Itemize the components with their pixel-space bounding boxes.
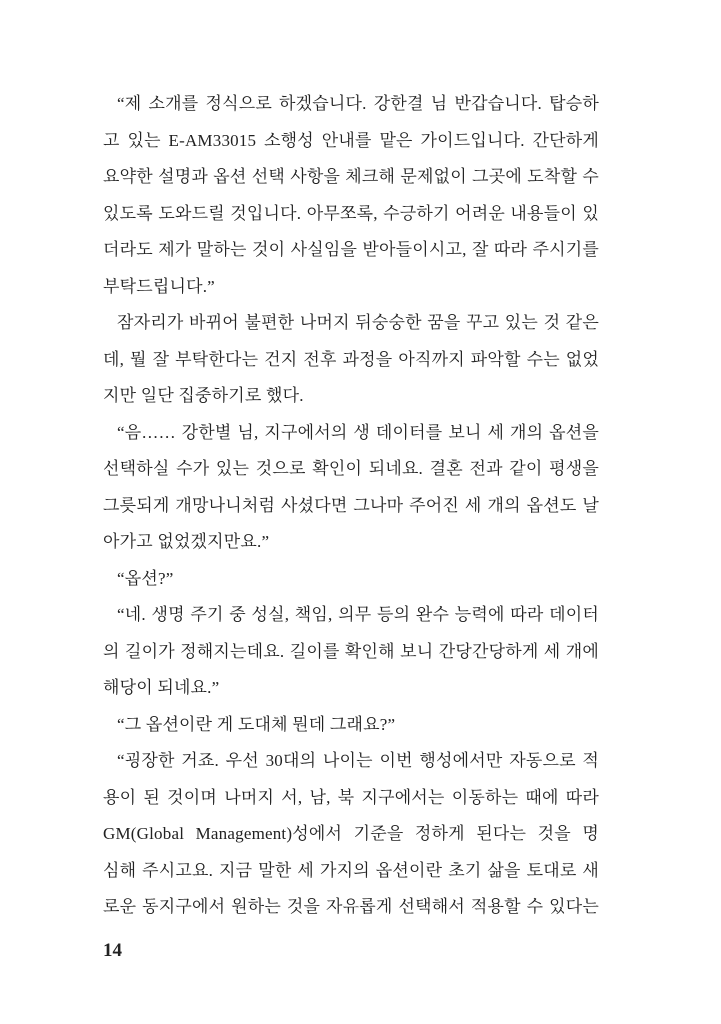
text-line: 해당이 되네요.”: [103, 678, 220, 697]
text-line: 로운 동지구에서 원하는 것을 자유롭게 선택해서 적용할 수 있다는: [103, 897, 599, 916]
text-line: 그릇되게 개망나니처럼 사셨다면 그나마 주어진 세 개의 옵션도 날: [103, 495, 599, 515]
text-line: “제 소개를 정식으로 하겠습니다. 강한결 님 반갑습니다. 탑승하: [117, 94, 599, 113]
text-line: 선택하실 수가 있는 것으로 확인이 되네요. 결혼 전과 같이 평생을: [103, 459, 599, 478]
text-line: 더라도 제가 말하는 것이 사실임을 받아들이시고, 잘 따라 주시기를: [103, 240, 599, 259]
text-line: 잠자리가 바뀌어 불편한 나머지 뒤숭숭한 꿈을 꾸고 있는 것 같은: [117, 313, 599, 332]
text-line: 의 길이가 정해지는데요. 길이를 확인해 보니 간당간당하게 세 개에: [103, 641, 599, 661]
page-number: 14: [103, 940, 122, 961]
text-line: 요약한 설명과 옵션 선택 사항을 체크해 문제없이 그곳에 도착할 수: [103, 167, 599, 186]
text-line: 부탁드립니다.”: [103, 276, 215, 296]
text-line: 아가고 없었겠지만요.”: [103, 532, 270, 551]
text-line: “옵션?”: [117, 568, 174, 588]
text-line: 지만 일단 집중하기로 했다.: [103, 386, 304, 405]
paragraph: [103, 91, 599, 310]
body-text: [103, 91, 599, 931]
text-line: 심해 주시고요. 지금 말한 세 가지의 옵션이란 초기 삶을 토대로 새: [103, 860, 599, 880]
paragraph: [103, 712, 599, 749]
paragraph: [103, 420, 599, 566]
text-line: GM(Global Management)성에서 기준을 정하게 된다는 것을 명: [103, 824, 599, 843]
paragraph: [103, 310, 599, 420]
text-line: “굉장한 거죠. 우선 30대의 나이는 이번 행성에서만 자동으로 적: [117, 751, 599, 770]
text-line: “네. 생명 주기 중 성실, 책임, 의무 등의 완수 능력에 따라 데이터: [117, 605, 599, 624]
paragraph: [103, 602, 599, 712]
text-line: “그 옵션이란 게 도대체 뭔데 그래요?”: [117, 714, 396, 734]
text-line: 고 있는 E-AM33015 소행성 안내를 맡은 가이드입니다. 간단하게: [103, 130, 599, 150]
text-line: 데, 뭘 잘 부탁한다는 건지 전후 과정을 아직까지 파악할 수는 없었: [103, 349, 599, 369]
text-line: “음…… 강한별 님, 지구에서의 생 데이터를 보니 세 개의 옵션을: [117, 422, 599, 442]
paragraph: [103, 748, 599, 931]
text-line: 용이 된 것이며 나머지 서, 남, 북 지구에서는 이동하는 때에 따라: [103, 787, 599, 807]
text-line: 있도록 도와드릴 것입니다. 아무쪼록, 수긍하기 어려운 내용들이 있: [103, 203, 599, 223]
paragraph: [103, 566, 599, 603]
